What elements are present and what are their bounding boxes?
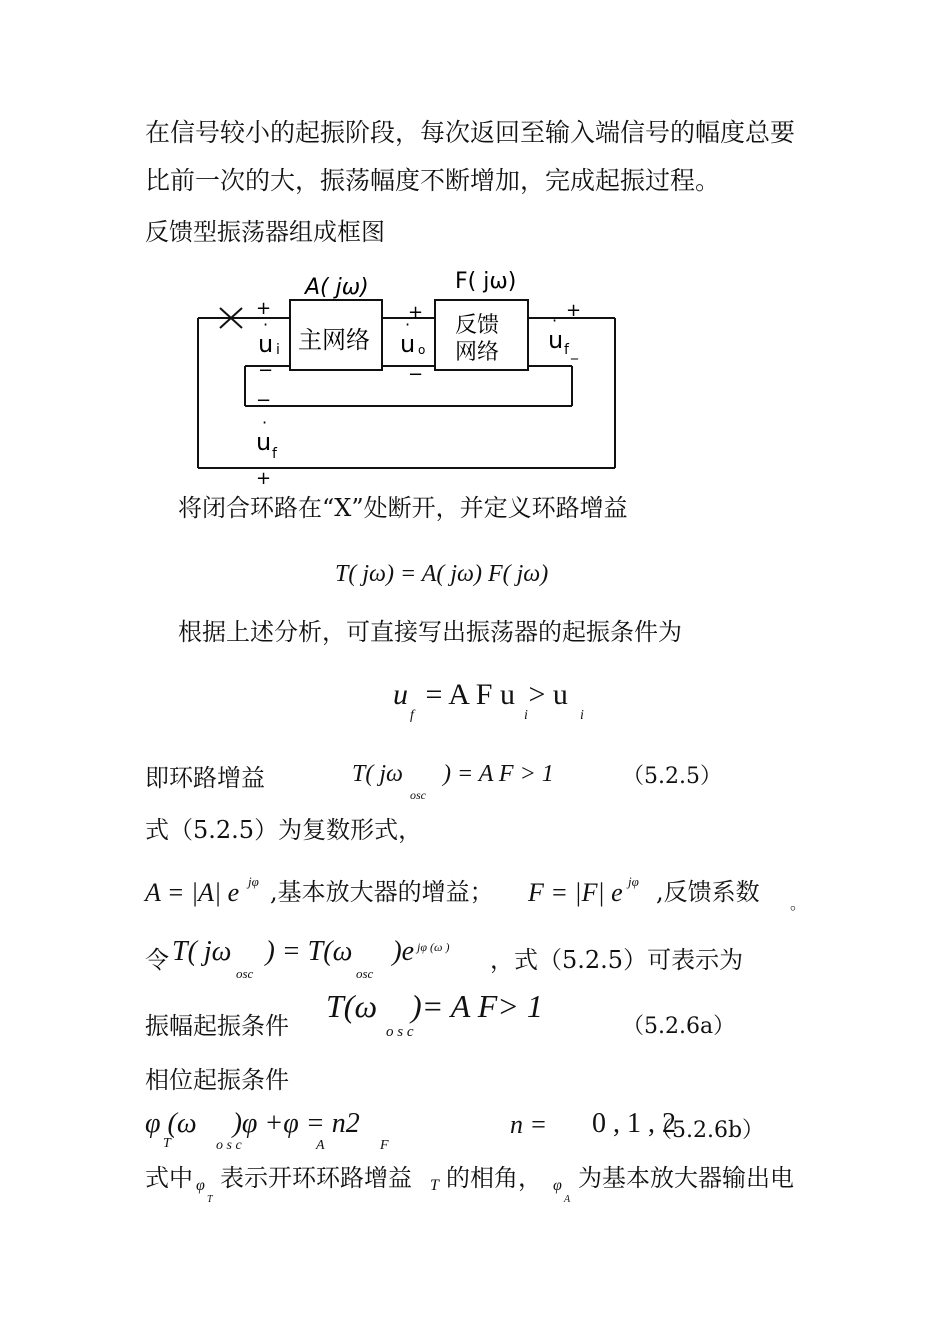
uf-top-minus: _ xyxy=(571,344,578,360)
uf-bottom-symbol: u xyxy=(256,428,272,456)
complex-form-text: 式（5.2.5）为复数形式， xyxy=(145,816,423,844)
paragraph-line-2: 比前一次的大，振荡幅度不断增加，完成起振过程。 xyxy=(145,166,721,195)
formula-F-polar: F = |F| e xyxy=(528,878,623,907)
where-text-4: 为基本放大器输出电 xyxy=(578,1164,794,1192)
according-text: 根据上述分析，可直接写出振荡器的起振条件为 xyxy=(178,618,682,646)
main-network-label: 主网络 xyxy=(298,326,370,354)
where-text-1: 式中 xyxy=(145,1164,193,1192)
label-F-jw: F( jω) xyxy=(455,269,517,294)
formula-n: n = xyxy=(510,1110,548,1139)
formula-start-condition: u = A F u > u xyxy=(393,678,568,711)
uf-top-plus: + xyxy=(566,300,582,321)
uf-bottom-plus: + xyxy=(256,468,272,488)
ling-text: 令 xyxy=(145,946,169,974)
ui-symbol: u xyxy=(258,330,274,358)
loop-gain-label: 即环路增益 xyxy=(145,764,265,792)
formula-n-values: 0 , 1 , 2 xyxy=(592,1108,676,1139)
eq-number-526b: （5.2.6b） xyxy=(650,1118,765,1143)
uf-bottom-minus: − xyxy=(256,390,272,411)
expressible-text: ，式（5.2.5）可表示为 xyxy=(490,946,744,974)
svg-text:·: · xyxy=(262,413,268,432)
svg-text:i: i xyxy=(276,342,280,358)
svg-text:·: · xyxy=(263,315,269,334)
feedback-label-1: 反馈 xyxy=(455,313,500,338)
formula-T-define: T( jω ) = T(ω )e xyxy=(172,936,415,967)
where-text-3: 的相角， xyxy=(446,1164,542,1192)
eq-number-525: （5.2.5） xyxy=(622,764,722,789)
phase-condition-label: 相位起振条件 xyxy=(145,1066,289,1094)
formula-A-polar: A = |A| e xyxy=(145,878,240,907)
ui-minus: − xyxy=(258,360,274,381)
feedback-label-2: 网络 xyxy=(455,340,500,365)
svg-text:·: · xyxy=(552,311,558,330)
paragraph-line-1: 在信号较小的起振阶段，每次返回至输入端信号的幅度总要 xyxy=(145,118,796,147)
svg-text:·: · xyxy=(405,315,411,334)
formula-phase-condition: φ (ω )φ +φ = n2 xyxy=(145,1108,360,1139)
svg-text:o: o xyxy=(418,343,426,357)
eq-number-526a: （5.2.6a） xyxy=(622,1014,736,1039)
svg-text:f: f xyxy=(272,446,277,462)
uo-plus: + xyxy=(408,302,424,323)
uf-top-symbol: u xyxy=(548,326,564,354)
uo-minus: − xyxy=(408,364,424,385)
break-loop-text: 将闭合环路在“X”处断开，并定义环路增益 xyxy=(178,494,628,522)
ui-plus: + xyxy=(256,298,272,319)
feedback-coeff-text: ,反馈系数 xyxy=(656,878,760,906)
uo-symbol: u xyxy=(400,330,416,358)
amp-condition-label: 振幅起振条件 xyxy=(145,1012,289,1040)
label-A-jw: A( jω) xyxy=(305,275,369,300)
formula-loop-gain: T( jω) = A( jω) F( jω) xyxy=(335,561,549,587)
basic-amp-text: ,基本放大器的增益； xyxy=(270,878,494,906)
formula-amp-condition: T(ω )= A F> 1 xyxy=(326,988,543,1024)
where-text-2: 表示开环环路增益 xyxy=(220,1164,412,1192)
formula-loop-gain-condition: T( jω ) = A F > 1 xyxy=(352,761,554,787)
oscillator-block-diagram xyxy=(190,262,630,488)
svg-text:f: f xyxy=(564,342,569,358)
figure-title: 反馈型振荡器组成框图 xyxy=(145,218,385,246)
